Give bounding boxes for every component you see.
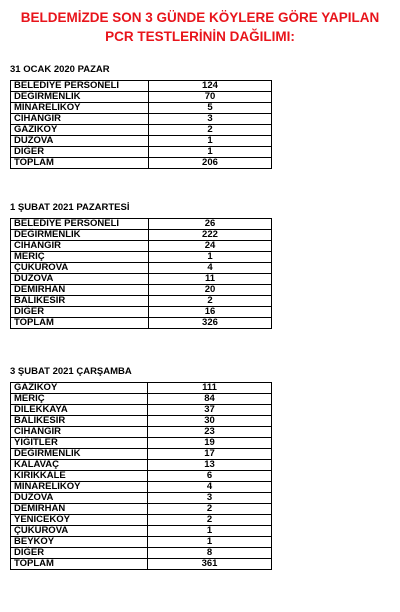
row-location-name: GAZİKÖY — [11, 383, 148, 394]
row-test-count: 30 — [148, 416, 272, 427]
row-test-count: 23 — [148, 427, 272, 438]
page-title — [0, 8, 400, 46]
row-test-count: 361 — [148, 559, 272, 570]
row-location-name: TOPLAM — [11, 158, 149, 169]
row-location-name: MERİÇ — [11, 252, 149, 263]
row-test-count: 326 — [148, 318, 271, 329]
row-location-name: TOPLAM — [11, 559, 148, 570]
table-row — [11, 81, 272, 92]
row-location-name: DEĞİRMENLİK — [11, 449, 148, 460]
row-location-name: GAZİKÖY — [11, 125, 149, 136]
row-location-name: DİĞER — [11, 548, 148, 559]
row-test-count: 11 — [148, 274, 271, 285]
table-row — [11, 318, 272, 329]
test-table — [10, 382, 272, 570]
row-location-name: TOPLAM — [11, 318, 149, 329]
row-location-name: MİNARELİKÖY — [11, 103, 149, 114]
row-location-name: DİLEKKAYA — [11, 405, 148, 416]
table-row — [11, 471, 272, 482]
row-test-count: 124 — [148, 81, 271, 92]
row-location-name: BALIKESİR — [11, 296, 149, 307]
row-test-count: 6 — [148, 471, 272, 482]
row-location-name: DEĞİRMENLİK — [11, 230, 149, 241]
table-row — [11, 263, 272, 274]
table-row — [11, 274, 272, 285]
table-row — [11, 103, 272, 114]
table-row — [11, 537, 272, 548]
table-row — [11, 449, 272, 460]
title-line-2: PCR TESTLERİNİN DAĞILIMI: — [105, 29, 295, 44]
table-row — [11, 416, 272, 427]
table-row — [11, 504, 272, 515]
table-row — [11, 460, 272, 471]
row-location-name: DİĞER — [11, 307, 149, 318]
row-test-count: 1 — [148, 526, 272, 537]
row-location-name: DEMİRHAN — [11, 285, 149, 296]
row-test-count: 3 — [148, 493, 272, 504]
row-test-count: 2 — [148, 504, 272, 515]
table-row — [11, 158, 272, 169]
table-row — [11, 515, 272, 526]
row-location-name: CİHANGİR — [11, 241, 149, 252]
table-row — [11, 125, 272, 136]
row-location-name: DÜZOVA — [11, 136, 149, 147]
table-row — [11, 493, 272, 504]
row-location-name: DÜZOVA — [11, 274, 149, 285]
table-row — [11, 383, 272, 394]
table-row — [11, 307, 272, 318]
row-location-name: CİHANGİR — [11, 114, 149, 125]
row-test-count: 16 — [148, 307, 271, 318]
row-test-count: 2 — [148, 515, 272, 526]
row-test-count: 37 — [148, 405, 272, 416]
row-location-name: ÇUKUROVA — [11, 526, 148, 537]
table-row — [11, 92, 272, 103]
row-location-name: MİNARELİKÖY — [11, 482, 148, 493]
table-row — [11, 285, 272, 296]
row-location-name: DİĞER — [11, 147, 149, 158]
row-test-count: 17 — [148, 449, 272, 460]
section-heading: 31 OCAK 2020 PAZAR — [10, 64, 110, 75]
table-row — [11, 548, 272, 559]
row-test-count: 4 — [148, 482, 272, 493]
table-row — [11, 296, 272, 307]
table-row — [11, 136, 272, 147]
row-test-count: 222 — [148, 230, 271, 241]
row-test-count: 19 — [148, 438, 272, 449]
table-row — [11, 526, 272, 537]
row-location-name: YİĞİTLER — [11, 438, 148, 449]
row-location-name: KIRIKKALE — [11, 471, 148, 482]
row-test-count: 2 — [148, 125, 271, 136]
section-jan-31 — [10, 64, 390, 169]
section-heading: 3 ŞUBAT 2021 ÇARŞAMBA — [10, 366, 132, 377]
row-location-name: MERİÇ — [11, 394, 148, 405]
row-test-count: 1 — [148, 537, 272, 548]
row-test-count: 2 — [148, 296, 271, 307]
table-row — [11, 219, 272, 230]
table-row — [11, 230, 272, 241]
row-location-name: BELEDİYE PERSONELİ — [11, 219, 149, 230]
row-test-count: 206 — [148, 158, 271, 169]
row-location-name: KALAVAÇ — [11, 460, 148, 471]
table-row — [11, 482, 272, 493]
row-test-count: 8 — [148, 548, 272, 559]
row-test-count: 4 — [148, 263, 271, 274]
row-location-name: BALIKESİR — [11, 416, 148, 427]
row-test-count: 84 — [148, 394, 272, 405]
row-test-count: 70 — [148, 92, 271, 103]
row-location-name: DEĞİRMENLİK — [11, 92, 149, 103]
test-table — [10, 218, 272, 329]
row-location-name: DEMİRHAN — [11, 504, 148, 515]
table-row — [11, 114, 272, 125]
row-test-count: 13 — [148, 460, 272, 471]
table-row — [11, 147, 272, 158]
table-row — [11, 252, 272, 263]
row-test-count: 26 — [148, 219, 271, 230]
title-line-1: BELDEMİZDE SON 3 GÜNDE KÖYLERE GÖRE YAPILAN — [20, 10, 380, 25]
table-row — [11, 394, 272, 405]
test-table — [10, 80, 272, 169]
section-feb-1 — [10, 202, 390, 329]
table-row — [11, 241, 272, 252]
section-heading: 1 ŞUBAT 2021 PAZARTESİ — [10, 202, 130, 213]
row-test-count: 20 — [148, 285, 271, 296]
row-location-name: BEYKÖY — [11, 537, 148, 548]
row-test-count: 24 — [148, 241, 271, 252]
row-location-name: BELEDİYE PERSONELİ — [11, 81, 149, 92]
row-location-name: ÇUKUROVA — [11, 263, 149, 274]
section-feb-3 — [10, 366, 390, 570]
table-row — [11, 559, 272, 570]
row-location-name: YENİCEKÖY — [11, 515, 148, 526]
row-test-count: 5 — [148, 103, 271, 114]
row-location-name: CİHANGİR — [11, 427, 148, 438]
row-location-name: DÜZOVA — [11, 493, 148, 504]
row-test-count: 1 — [148, 147, 271, 158]
row-test-count: 111 — [148, 383, 272, 394]
row-test-count: 1 — [148, 136, 271, 147]
row-test-count: 1 — [148, 252, 271, 263]
table-row — [11, 438, 272, 449]
table-row — [11, 405, 272, 416]
row-test-count: 3 — [148, 114, 271, 125]
table-row — [11, 427, 272, 438]
